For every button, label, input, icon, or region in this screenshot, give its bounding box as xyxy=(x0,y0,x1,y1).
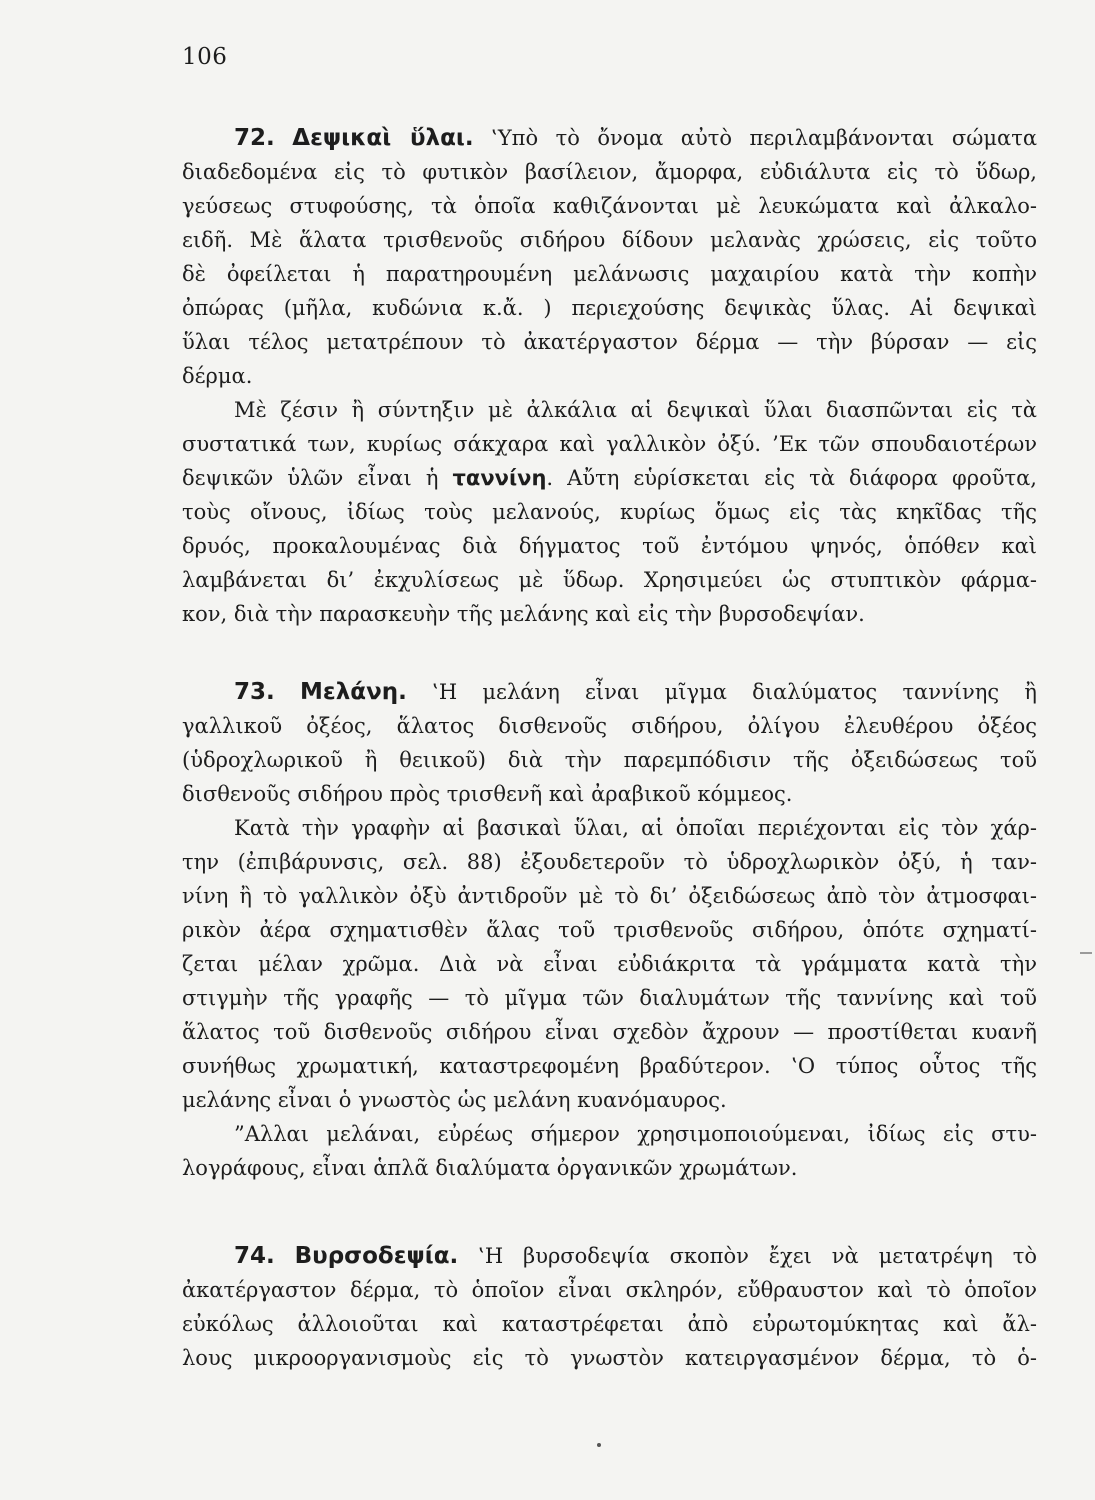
section-73 xyxy=(182,675,1037,1185)
text-line: ὕλαι τέλος μετατρέπουν τὸ ἀκατέργαστον δέρμα — τὴν βύρσαν — εἰς xyxy=(182,330,1037,354)
text-line: δέρμα. xyxy=(182,364,253,388)
text-line: ἅλατος τοῦ δισθενοῦς σιδήρου εἶναι σχεδὸν ἄχρουν — προστίθεται κυανῆ xyxy=(182,1020,1037,1044)
text-line: δρυός, προκαλουμένας διὰ δήγματος τοῦ ἐντόμου ψηνός, ὁπόθεν καὶ xyxy=(182,534,1037,558)
text-line: ἀκατέργαστον δέρμα, τὸ ὁποῖον εἶναι σκληρόν, εὔθραυστον καὶ τὸ ὁποῖον xyxy=(182,1278,1037,1302)
text-line: στιγμὴν τῆς γραφῆς — τὸ μῖγμα τῶν διαλυμάτων τῆς ταννίνης καὶ τοῦ xyxy=(182,986,1037,1010)
text-line: ρικὸν ἀέρα σχηματισθὲν ἅλας τοῦ τρισθενοῦς σιδήρου, ὁπότε σχηματί- xyxy=(182,918,1037,942)
text-line: ‛Η μελάνη εἶναι μῖγμα διαλύματος ταννίνης ἢ xyxy=(432,680,1037,704)
text-line: τοὺς οἴνους, ἰδίως τοὺς μελανούς, κυρίως ὅμως εἰς τὰς κηκῖδας τῆς xyxy=(182,500,1037,524)
text-line: νίνη ἢ τὸ γαλλικὸν ὀξὺ ἀντιδροῦν μὲ τὸ δι’ ὀξειδώσεως ἀπὸ τὸν ἀτμοσφαι- xyxy=(182,884,1037,908)
text-line: διαδεδομένα εἰς τὸ φυτικὸν βασίλειον, ἄμορφα, εὐδιάλυτα εἰς τὸ ὕδωρ, xyxy=(182,160,1037,184)
ink-speck xyxy=(597,1443,601,1447)
text-line: συνήθως χρωματική, καταστρεφομένη βραδύτερον. ‛Ο τύπος οὗτος τῆς xyxy=(182,1054,1037,1078)
text-line: Μὲ ζέσιν ἢ σύντηξιν μὲ ἀλκάλια αἱ δεψικαὶ ὕλαι διασπῶνται εἰς τὰ xyxy=(234,398,1037,422)
section-number: 74. xyxy=(234,1243,275,1269)
text-line: ”Αλλαι μελάναι, εὐρέως σήμερον χρησιμοποιούμεναι, ἰδίως εἰς στυ- xyxy=(234,1122,1037,1146)
section-title: Μελάνη. xyxy=(300,679,407,705)
text-line: ὀπώρας (μῆλα, κυδώνια κ.ἄ. ) περιεχούσης δεψικὰς ὕλας. Αἱ δεψικαὶ xyxy=(182,296,1037,320)
text-line: γαλλικοῦ ὀξέος, ἅλατος δισθενοῦς σιδήρου, ὀλίγου ἐλευθέρου ὀξέος xyxy=(182,714,1037,738)
section-title: Βυρσοδεψία. xyxy=(294,1243,459,1269)
page-number: 106 xyxy=(182,44,228,70)
text-line: (ὑδροχλωρικοῦ ἢ θειικοῦ) διὰ τὴν παρεμπόδισιν τῆς ὀξειδώσεως τοῦ xyxy=(182,748,1037,772)
text-line: την (ἐπιβάρυνσις, σελ. 88) ἐξουδετεροῦν τὸ ὑδροχλωρικὸν ὀξύ, ἡ ταν- xyxy=(182,850,1037,874)
section-number: 73. xyxy=(234,679,275,705)
section-74 xyxy=(182,1239,1037,1375)
text-line: ζεται μέλαν χρῶμα. Διὰ νὰ εἶναι εὐδιάκριτα τὰ γράμματα κατὰ τὴν xyxy=(182,952,1037,976)
text-line: δισθενοῦς σιδήρου πρὸς τρισθενῆ καὶ ἀραβικοῦ κόμμεος. xyxy=(182,782,793,806)
section-title: Δεψικαὶ ὕλαι. xyxy=(292,125,474,151)
text-line: Κατὰ τὴν γραφὴν αἱ βασικαὶ ὕλαι, αἱ ὁποῖαι περιέχονται εἰς τὸν χάρ- xyxy=(234,816,1037,840)
text-line: συστατικά των, κυρίως σάκχαρα καὶ γαλλικὸν ὀξύ. ’Εκ τῶν σπουδαιοτέρων xyxy=(182,432,1037,456)
text-fragment: . Αὔτη εὑρίσκεται εἰς τὰ διάφορα φροῦτα, xyxy=(546,466,1037,490)
text-line: δὲ ὀφείλεται ἡ παρατηρουμένη μελάνωσις μαχαιρίου κατὰ τὴν κοπὴν xyxy=(182,262,1037,286)
text-line: λογράφους, εἶναι ἁπλᾶ διαλύματα ὀργανικῶν χρωμάτων. xyxy=(182,1156,798,1180)
section-heading-line xyxy=(182,121,1037,155)
bold-term: ταννίνη xyxy=(452,466,547,490)
text-line: ειδῆ. Μὲ ἅλατα τρισθενοῦς σιδήρου δίδουν μελανὰς χρώσεις, εἰς τοῦτο xyxy=(182,228,1037,252)
text-line: γεύσεως στυφούσης, τὰ ὁποῖα καθιζάνονται μὲ λευκώματα καὶ ἀλκαλο- xyxy=(182,194,1037,218)
text-line: ‛Η βυρσοδεψία σκοπὸν ἔχει νὰ μετατρέψη τὸ xyxy=(478,1244,1037,1268)
margin-mark xyxy=(1080,952,1092,954)
section-heading-line xyxy=(182,675,1037,709)
section-72 xyxy=(182,121,1037,631)
text-line: μελάνης εἶναι ὁ γνωστὸς ὡς μελάνη κυανόμαυρος. xyxy=(182,1088,727,1112)
section-number: 72. xyxy=(234,125,275,151)
text-line: λους μικροοργανισμοὺς εἰς τὸ γνωστὸν κατειργασμένον δέρμα, τὸ ὁ- xyxy=(182,1346,1037,1370)
text-line: λαμβάνεται δι’ ἐκχυλίσεως μὲ ὕδωρ. Χρησιμεύει ὡς στυπτικὸν φάρμα- xyxy=(182,568,1037,592)
text-line: ‛Υπὸ τὸ ὄνομα αὐτὸ περιλαμβάνονται σώματα xyxy=(491,126,1037,150)
text-line: κον, διὰ τὴν παρασκευὴν τῆς μελάνης καὶ εἰς τὴν βυρσοδεψίαν. xyxy=(182,602,865,626)
text-line: εὐκόλως ἀλλοιοῦται καὶ καταστρέφεται ἀπὸ εὐρωτομύκητας καὶ ἄλ- xyxy=(182,1312,1037,1336)
text-line-with-term xyxy=(182,461,1037,495)
text-fragment: δεψικῶν ὑλῶν εἶναι ἡ xyxy=(182,466,439,490)
section-heading-line xyxy=(182,1239,1037,1273)
